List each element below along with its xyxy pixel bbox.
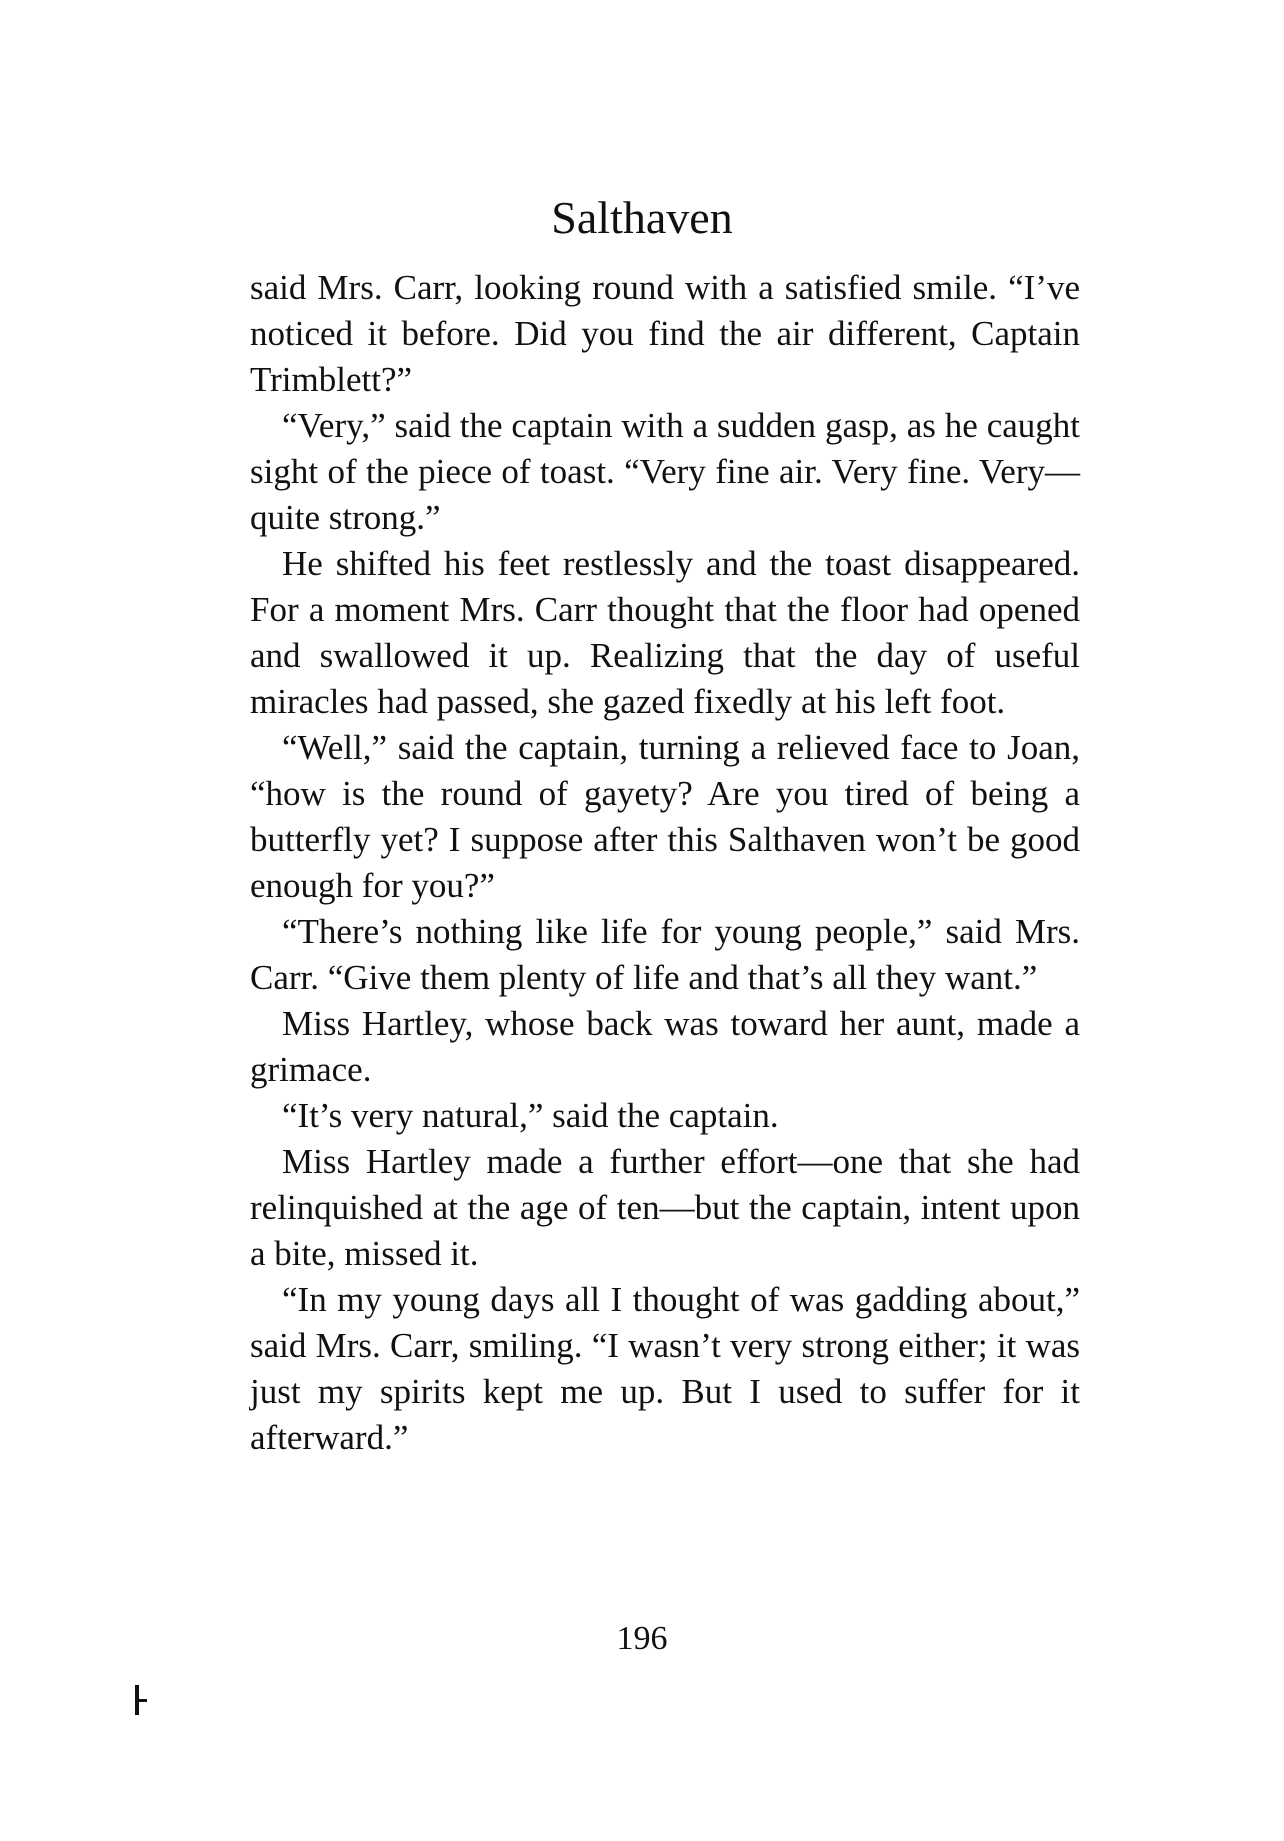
paragraph: He shifted his feet restlessly and the toast disappeared. For a moment Mrs. Carr thought that the floor had opened and swallowed it up. Realizing that the day of useful miracles had passed, she gazed fixedly at his left foot. (250, 544, 1080, 721)
paragraph: Miss Hartley made a further effort—one that she had relinquished at the age of ten—but the captain, intent upon a bite, missed it. (250, 1142, 1080, 1273)
paragraph: “It’s very natural,” said the captain. (282, 1096, 779, 1135)
body-text (250, 265, 1080, 1461)
paragraph: “Very,” said the captain with a sudden gasp, as he caught sight of the piece of toast. “Very fine air. Very fine. Very—quite strong.” (250, 406, 1080, 537)
paragraph: said Mrs. Carr, looking round with a satisfied smile. “I’ve noticed it before. Did you find the air different, Captain Trimblett?” (250, 268, 1080, 399)
running-title: Salthaven (551, 192, 733, 243)
page-number: 196 (616, 1620, 668, 1657)
scan-edge-mark (135, 1685, 139, 1715)
paragraph: Miss Hartley, whose back was toward her aunt, made a grimace. (250, 1004, 1080, 1089)
paragraph: “There’s nothing like life for young people,” said Mrs. Carr. “Give them plenty of life and that’s all they want.” (250, 912, 1080, 997)
paragraph: “Well,” said the captain, turning a relieved face to Joan, “how is the round of gayety? Are you tired of being a butterfly yet? I suppose after this Salthaven won’t be good enough for you?” (250, 728, 1080, 905)
paragraph: “In my young days all I thought of was gadding about,” said Mrs. Carr, smiling. “I wasn’t very strong either; it was just my spirits kept me up. But I used to suffer for it afterward.” (250, 1280, 1080, 1457)
